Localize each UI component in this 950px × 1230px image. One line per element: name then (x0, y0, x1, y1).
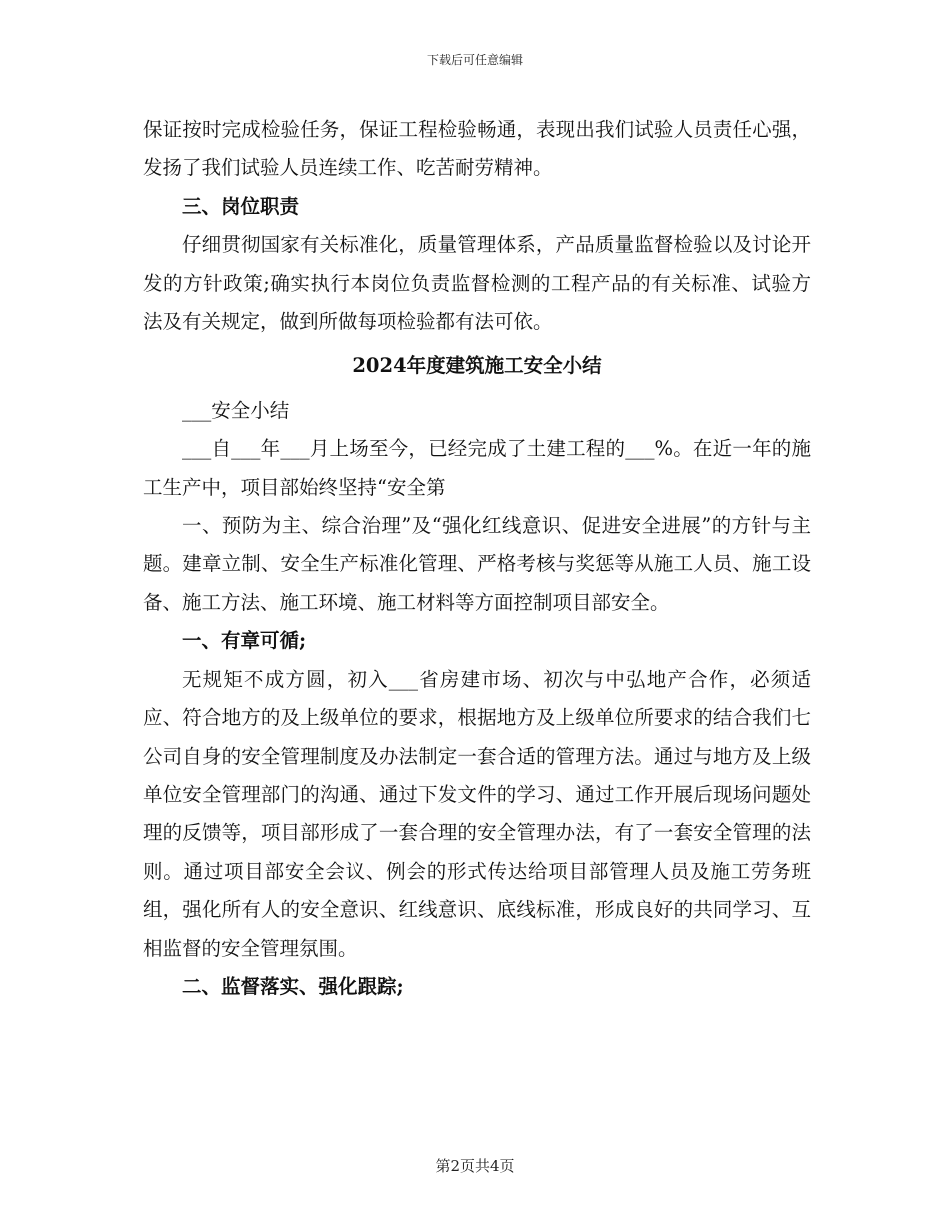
paragraph-progress: ___自___年___月上场至今，已经完成了土建工程的___%。在近一年的施工生产中，项目部始终坚持“安全第 (143, 437, 811, 499)
paragraph-summary-label: ___安全小结 (182, 398, 290, 422)
page-footer: 第2页共4页 (435, 1157, 515, 1175)
section-heading-job-duties: 三、岗位职责 (182, 194, 300, 218)
section-heading-supervision: 二、监督落实、强化跟踪; (182, 974, 404, 998)
paragraph-rules: 无规矩不成方圆，初入___省房建市场、初次与中弘地产合作，必须适应、符合地方的及上级单位的要求，根据地方及上级单位所要求的结合我们七公司自身的安全管理制度及办法制定一套合适的管理方法。通过与地方及上级单位安全管理部门的沟通、通过下发文件的学习、通过工作开展后现场问题处理的反馈等，项目部形成了一套合理的安全管理办法，有了一套安全管理的法则。通过项目部安全会议、例会的形式传达给项目部管理人员及施工劳务班组，强化所有人的安全意识、红线意识、底线标准，形成良好的共同学习、互相监督的安全管理氛围。 (143, 667, 811, 960)
document-title: 2024年度建筑施工安全小结 (352, 354, 602, 378)
document-body (143, 111, 811, 1006)
paragraph-continuation: 保证按时完成检验任务，保证工程检验畅通，表现出我们试验人员责任心强，发扬了我们试验人员连续工作、吃苦耐劳精神。 (143, 118, 811, 180)
section-heading-rules: 一、有章可循; (182, 629, 307, 653)
paragraph-job-duties: 仔细贯彻国家有关标准化，质量管理体系，产品质量监督检验以及讨论开发的方针政策;确实执行本岗位负责监督检测的工程产品的有关标准、试验方法及有关规定，做到所做每项检验都有法可依。 (143, 233, 811, 334)
page-header: 下载后可任意编辑 (426, 53, 523, 67)
paragraph-policy: 一、预防为主、综合治理”及“强化红线意识、促进安全进展”的方针与主题。建章立制、安全生产标准化管理、严格考核与奖惩等从施工人员、施工设备、施工方法、施工环境、施工材料等方面控制项目部安全。 (143, 514, 811, 614)
